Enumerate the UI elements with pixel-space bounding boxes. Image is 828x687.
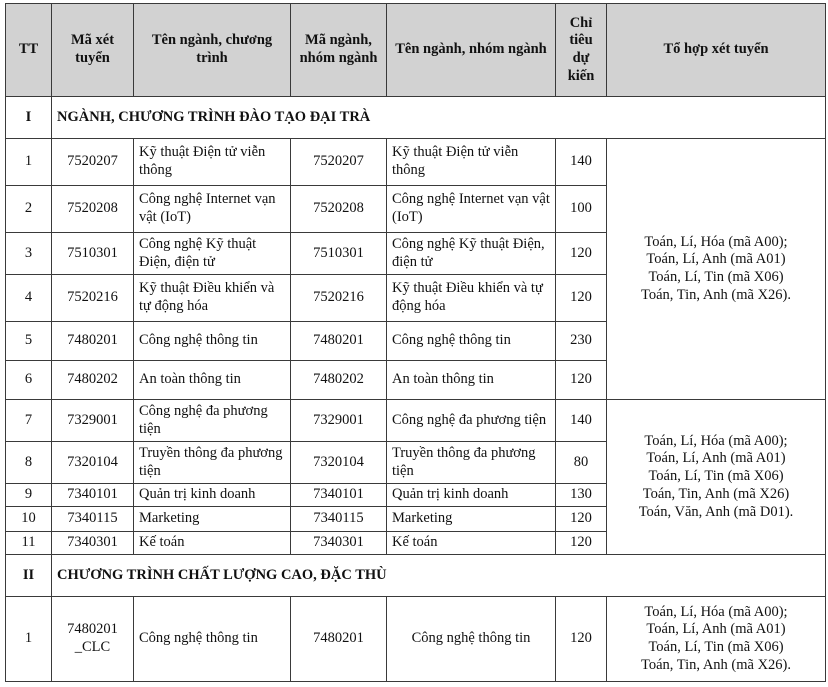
row-ma-xet-tuyen: 7340115 (52, 507, 134, 532)
row-tt: 8 (6, 442, 52, 484)
row-ten-chuong-trinh: Công nghệ Kỹ thuật Điện, điện tử (134, 233, 291, 275)
row-ten-nganh: Công nghệ đa phương tiện (387, 400, 556, 442)
row-ten-chuong-trinh: Truyền thông đa phương tiện (134, 442, 291, 484)
row-tt: 5 (6, 322, 52, 361)
row-tt: 11 (6, 532, 52, 555)
row-tt: 3 (6, 233, 52, 275)
row-ten-chuong-trinh: Marketing (134, 507, 291, 532)
combo-line: Toán, Lí, Tin (mã X06) (648, 468, 784, 485)
table-row (6, 597, 826, 682)
combo-group-a (607, 139, 826, 400)
header-chi-tieu-du-kien: Chỉ tiêu dự kiến (556, 4, 607, 97)
row-ten-chuong-trinh: Kế toán (134, 532, 291, 555)
row-ma-nganh: 7329001 (291, 400, 387, 442)
row-ma-xet-tuyen: 7320104 (52, 442, 134, 484)
row-ten-nganh: Marketing (387, 507, 556, 532)
row-ten-nganh: Công nghệ Internet vạn vật (IoT) (387, 186, 556, 233)
row-tt: 7 (6, 400, 52, 442)
row-ma-xet-tuyen: 7520208 (52, 186, 134, 233)
combo-line: Toán, Văn, Anh (mã D01). (638, 503, 794, 520)
row-ma-xet-tuyen: 7340301 (52, 532, 134, 555)
table-row (6, 139, 826, 186)
table-row (6, 400, 826, 442)
combo-line: Toán, Tin, Anh (mã X26) (642, 485, 790, 502)
row-ma-nganh: 7340301 (291, 532, 387, 555)
combo-group-clc (607, 597, 826, 682)
row-ten-nganh: Kỹ thuật Điện tử viễn thông (387, 139, 556, 186)
row-ma-nganh: 7510301 (291, 233, 387, 275)
combo-line: Toán, Lí, Hóa (mã A00); (644, 233, 788, 250)
combo-line: Toán, Lí, Tin (mã X06) (648, 269, 784, 285)
combo-line: Toán, Tin, Anh (mã X26). (640, 286, 792, 303)
header-ten-nganh-nhom-nganh: Tên ngành, nhóm ngành (387, 4, 556, 97)
combo-line: Toán, Lí, Anh (mã A01) (646, 251, 786, 268)
row-ma-nganh: 7480202 (291, 361, 387, 400)
row-chi-tieu: 120 (556, 597, 607, 682)
row-chi-tieu: 140 (556, 400, 607, 442)
section-title: CHƯƠNG TRÌNH CHẤT LƯỢNG CAO, ĐẶC THÙ (52, 555, 826, 597)
row-chi-tieu: 100 (556, 186, 607, 233)
admissions-table (5, 3, 826, 682)
row-chi-tieu: 120 (556, 361, 607, 400)
row-ten-chuong-trinh: Công nghệ thông tin (134, 322, 291, 361)
row-tt: 6 (6, 361, 52, 400)
combo-line: Toán, Lí, Anh (mã A01) (646, 450, 786, 467)
row-ma-nganh: 7340115 (291, 507, 387, 532)
row-ma-xet-tuyen: 7480201 (52, 322, 134, 361)
row-chi-tieu: 230 (556, 322, 607, 361)
row-ten-nganh: Công nghệ Kỹ thuật Điện, điện tử (387, 233, 556, 275)
row-tt: 1 (6, 597, 52, 682)
section-row (6, 555, 826, 597)
row-ten-nganh: Quản trị kinh doanh (387, 484, 556, 507)
row-ma-nganh: 7520216 (291, 275, 387, 322)
header-ten-nganh-chuong-trinh: Tên ngành, chương trình (134, 4, 291, 97)
section-row (6, 97, 826, 139)
row-ten-chuong-trinh: Kỹ thuật Điều khiển và tự động hóa (134, 275, 291, 322)
header-tt: TT (6, 4, 52, 97)
section-number: II (6, 555, 52, 597)
header-row (6, 4, 826, 97)
row-ma-nganh: 7520207 (291, 139, 387, 186)
combo-line: Toán, Lí, Anh (mã A01) (646, 621, 786, 638)
row-ma-xet-tuyen: 7340101 (52, 484, 134, 507)
combo-line: Toán, Tin, Anh (mã X26). (640, 656, 792, 673)
combo-line: Toán, Lí, Hóa (mã A00); (644, 603, 788, 620)
row-ma-nganh: 7340101 (291, 484, 387, 507)
row-chi-tieu: 120 (556, 233, 607, 275)
row-chi-tieu: 120 (556, 532, 607, 555)
row-ten-nganh: Kế toán (387, 532, 556, 555)
row-ten-chuong-trinh: Công nghệ Internet vạn vật (IoT) (134, 186, 291, 233)
row-tt: 10 (6, 507, 52, 532)
combo-line: Toán, Lí, Hóa (mã A00); (644, 432, 788, 449)
row-ma-xet-tuyen: 7520216 (52, 275, 134, 322)
row-ten-nganh: Truyền thông đa phương tiện (387, 442, 556, 484)
row-chi-tieu: 140 (556, 139, 607, 186)
row-ma-nganh: 7480201 (291, 597, 387, 682)
header-to-hop-xet-tuyen: Tổ hợp xét tuyển (607, 4, 826, 97)
row-ma-nganh: 7520208 (291, 186, 387, 233)
combo-line: Toán, Lí, Tin (mã X06) (648, 639, 784, 655)
row-ten-chuong-trinh: Quản trị kinh doanh (134, 484, 291, 507)
row-ten-nganh: An toàn thông tin (387, 361, 556, 400)
row-ten-chuong-trinh: Kỹ thuật Điện tử viễn thông (134, 139, 291, 186)
row-tt: 9 (6, 484, 52, 507)
row-ten-nganh: Công nghệ thông tin (387, 322, 556, 361)
row-ten-chuong-trinh: Công nghệ đa phương tiện (134, 400, 291, 442)
row-ma-nganh: 7320104 (291, 442, 387, 484)
row-chi-tieu: 120 (556, 507, 607, 532)
row-ma-xet-tuyen: 7480201 _CLC (52, 597, 134, 682)
row-ma-xet-tuyen: 7329001 (52, 400, 134, 442)
row-ma-xet-tuyen: 7520207 (52, 139, 134, 186)
header-ma-nganh-nhom-nganh: Mã ngành, nhóm ngành (291, 4, 387, 97)
row-ten-chuong-trinh: Công nghệ thông tin (134, 597, 291, 682)
combo-group-b (607, 400, 826, 555)
row-ma-nganh: 7480201 (291, 322, 387, 361)
header-ma-xet-tuyen: Mã xét tuyển (52, 4, 134, 97)
row-chi-tieu: 130 (556, 484, 607, 507)
row-ma-xet-tuyen: 7510301 (52, 233, 134, 275)
row-tt: 1 (6, 139, 52, 186)
row-ten-nganh: Công nghệ thông tin (387, 597, 556, 682)
section-number: I (6, 97, 52, 139)
section-title: NGÀNH, CHƯƠNG TRÌNH ĐÀO TẠO ĐẠI TRÀ (52, 97, 826, 139)
row-ma-xet-tuyen: 7480202 (52, 361, 134, 400)
row-chi-tieu: 80 (556, 442, 607, 484)
row-tt: 2 (6, 186, 52, 233)
row-ten-nganh: Kỹ thuật Điều khiển và tự động hóa (387, 275, 556, 322)
row-tt: 4 (6, 275, 52, 322)
row-ten-chuong-trinh: An toàn thông tin (134, 361, 291, 400)
row-chi-tieu: 120 (556, 275, 607, 322)
